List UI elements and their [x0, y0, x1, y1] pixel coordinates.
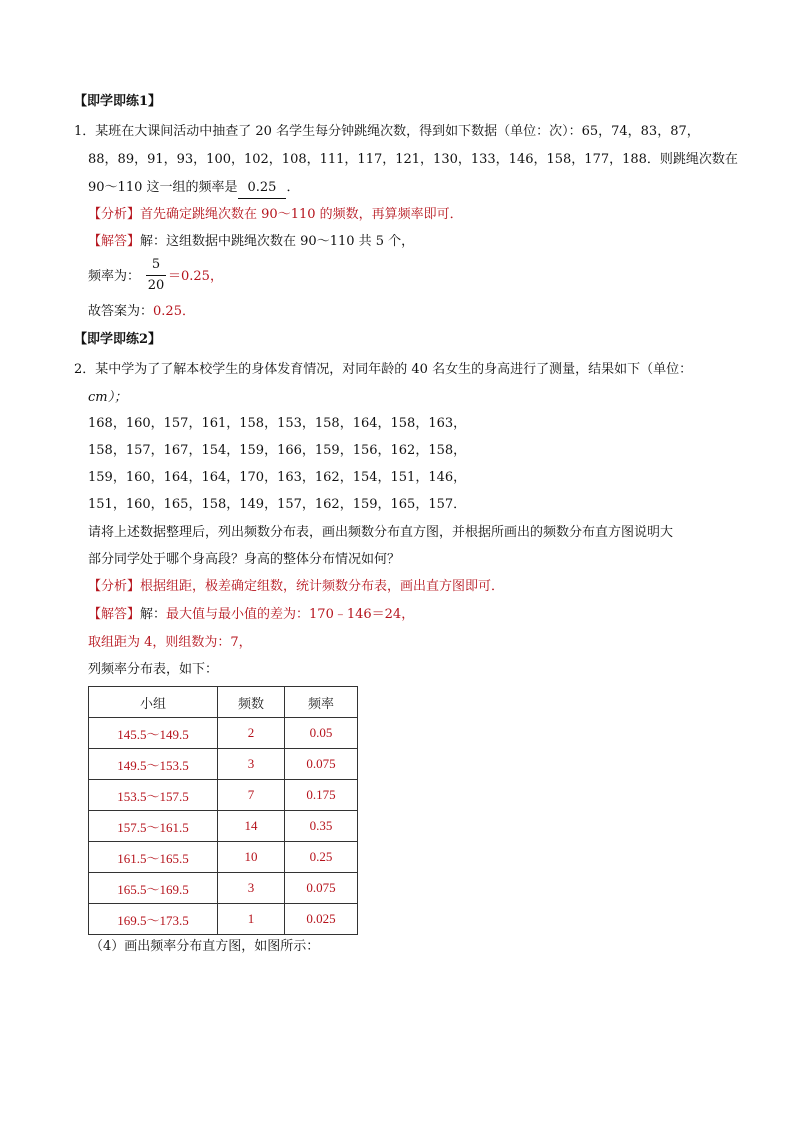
- final-answer1: [88, 302, 195, 322]
- cell-group: 157.5～161.5: [89, 811, 218, 842]
- freq-label: 频率为：: [88, 269, 141, 284]
- fraction: [146, 256, 166, 295]
- table-row: [89, 780, 358, 811]
- fraction-bar: [146, 275, 166, 276]
- analysis2-tag: 【分析】: [88, 579, 141, 594]
- analysis2-text: 根据组距，极差确定组数，统计频数分布表，画出直方图即可．: [140, 579, 505, 594]
- header-count: 频数: [218, 687, 285, 718]
- cell-count: 3: [218, 749, 285, 780]
- question2-line2: cm）；: [88, 390, 128, 405]
- header-group: 小组: [89, 687, 218, 718]
- task-line-2: 部分同学处于哪个身高段？身高的整体分布情况如何？: [88, 552, 401, 567]
- fraction-result: ＝0.25，: [168, 269, 223, 284]
- cell-count: 2: [218, 718, 285, 749]
- data-row-2: 158，157，167，154，159，166，159，156，162，158，: [88, 443, 467, 458]
- data-row-3: 159，160，164，164，170，163，162，154，151，146，: [88, 470, 467, 485]
- cell-frequency: 0.075: [285, 749, 358, 780]
- solution1-text: 这组数据中跳绳次数在 90～110 共 5 个，: [166, 234, 415, 249]
- solution1: [88, 232, 414, 252]
- final-label: 故答案为：: [88, 304, 154, 319]
- frequency-table: [88, 686, 358, 935]
- analysis2: [88, 577, 504, 597]
- histogram-line: （4）画出频率分布直方图，如图所示：: [90, 939, 320, 954]
- data-row-4: 151，160，165，158，149，157，162，159，165，157．: [88, 497, 467, 512]
- solution2-tag: 【解答】: [88, 607, 141, 622]
- fill-suffix: ．: [286, 180, 300, 195]
- analysis1: [88, 205, 463, 225]
- table-row: [89, 873, 358, 904]
- question1-fill-line: [88, 178, 299, 199]
- solution2-text: 最大值与最小值的差为：170﹣146＝24，: [166, 607, 415, 622]
- cell-count: 1: [218, 904, 285, 935]
- analysis1-tag: 【分析】: [88, 207, 141, 222]
- cell-group: 161.5～165.5: [89, 842, 218, 873]
- group-line: 取组距为 4，则组数为：7，: [88, 635, 252, 650]
- solution2-prefix: 解：: [140, 607, 167, 622]
- table-header-row: [89, 687, 358, 718]
- solution2: [88, 605, 414, 625]
- cell-frequency: 0.175: [285, 780, 358, 811]
- table-row: [89, 842, 358, 873]
- cell-count: 7: [218, 780, 285, 811]
- table-intro: 列频率分布表，如下：: [88, 662, 219, 677]
- section2-header: 【即学即练2】: [74, 332, 162, 347]
- fraction-numerator: 5: [151, 257, 161, 272]
- cell-frequency: 0.25: [285, 842, 358, 873]
- solution1-prefix: 解：: [140, 234, 167, 249]
- table-row: [89, 904, 358, 935]
- cell-count: 3: [218, 873, 285, 904]
- cell-group: 145.5～149.5: [89, 718, 218, 749]
- cell-group: 169.5～173.5: [89, 904, 218, 935]
- section1-header: 【即学即练1】: [74, 94, 162, 109]
- solution1-tag: 【解答】: [88, 234, 141, 249]
- table-row: [89, 718, 358, 749]
- question1-line1: 1．某班在大课间活动中抽查了 20 名学生每分钟跳绳次数，得到如下数据（单位：次）：65，74，83，87，: [74, 124, 700, 139]
- cell-group: 165.5～169.5: [89, 873, 218, 904]
- cell-frequency: 0.05: [285, 718, 358, 749]
- header-frequency: 频率: [285, 687, 358, 718]
- data-row-1: 168，160，157，161，158，153，158，164，158，163，: [88, 416, 467, 431]
- cell-group: 149.5～153.5: [89, 749, 218, 780]
- cell-frequency: 0.025: [285, 904, 358, 935]
- question1-line2: 88，89，91，93，100，102，108，111，117，121，130，133，146，158，177，188．则跳绳次数在: [88, 152, 738, 167]
- table-row: [89, 749, 358, 780]
- analysis1-text: 首先确定跳绳次数在 90～110 的频数，再算频率即可．: [140, 207, 463, 222]
- cell-count: 14: [218, 811, 285, 842]
- question2-line1: 2．某中学为了了解本校学生的身体发育情况，对同年龄的 40 名女生的身高进行了测量，结果如下（单位：: [74, 362, 693, 377]
- table-row: [89, 811, 358, 842]
- fill-answer: 0.25: [238, 178, 287, 199]
- fill-prefix: 90～110 这一组的频率是: [88, 180, 238, 195]
- cell-frequency: 0.35: [285, 811, 358, 842]
- fraction-denominator: 20: [147, 278, 165, 293]
- cell-count: 10: [218, 842, 285, 873]
- final-value: 0.25．: [153, 304, 195, 319]
- task-line-1: 请将上述数据整理后，列出频数分布表，画出频数分布直方图，并根据所画出的频数分布直方图说明大: [88, 525, 674, 540]
- cell-frequency: 0.075: [285, 873, 358, 904]
- cell-group: 153.5～157.5: [89, 780, 218, 811]
